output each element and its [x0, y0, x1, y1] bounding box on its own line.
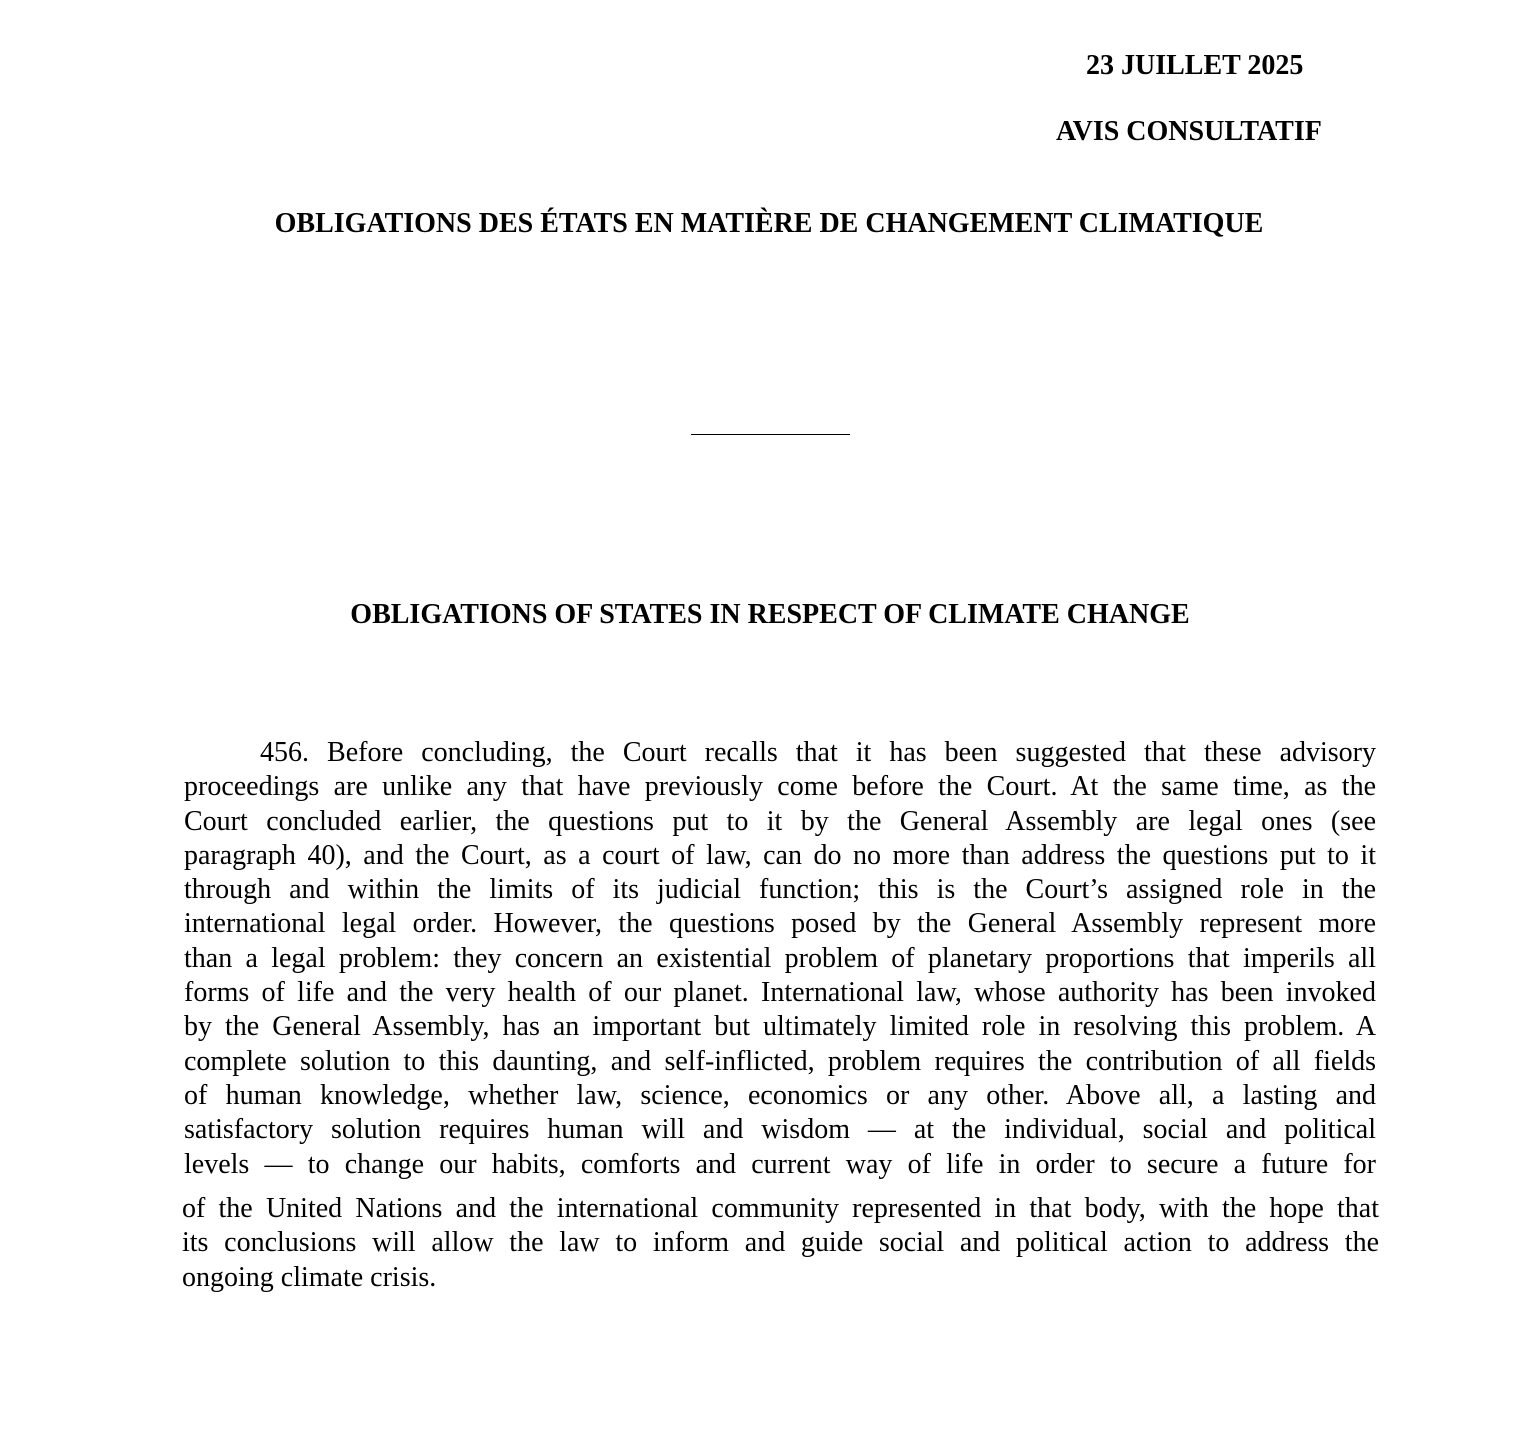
paragraph-continuation: [182, 1192, 1379, 1295]
document-date: 23 JUILLET 2025: [1086, 50, 1304, 81]
paragraph-line: through and within the limits of its judicial function; this is the Court’s assigned role in the: [184, 874, 1376, 906]
paragraph-line: by the General Assembly, has an important but ultimately limited role in resolving this problem. A: [184, 1011, 1376, 1043]
paragraph-line: complete solution to this daunting, and self-inflicted, problem requires the contribution of all fields: [184, 1045, 1376, 1077]
paragraph-line: satisfactory solution requires human will and wisdom — at the individual, social and political: [184, 1114, 1376, 1146]
title-french: OBLIGATIONS DES ÉTATS EN MATIÈRE DE CHANGEMENT CLIMATIQUE: [274, 208, 1264, 239]
paragraph-line: proceedings are unlike any that have previously come before the Court. At the same time, as the: [184, 771, 1376, 803]
title-english: OBLIGATIONS OF STATES IN RESPECT OF CLIMATE CHANGE: [350, 599, 1190, 630]
document-type: AVIS CONSULTATIF: [1056, 116, 1322, 147]
paragraph-line: Court concluded earlier, the questions put to it by the General Assembly are legal ones (see: [184, 805, 1376, 837]
paragraph-line: forms of life and the very health of our planet. International law, whose authority has been invoked: [184, 977, 1376, 1009]
paragraph-line: ongoing climate crisis.: [182, 1261, 437, 1293]
paragraph-line: of human knowledge, whether law, science, economics or any other. Above all, a lasting and: [184, 1079, 1376, 1111]
paragraph-456: [184, 736, 1376, 1182]
paragraph-line: than a legal problem: they concern an existential problem of planetary proportions that imperils all: [184, 942, 1376, 974]
paragraph-line: paragraph 40), and the Court, as a court of law, can do no more than address the questions put to it: [184, 839, 1376, 871]
paragraph-line: 456. Before concluding, the Court recalls that it has been suggested that these advisory: [260, 737, 1376, 768]
paragraph-line: international legal order. However, the questions posed by the General Assembly represent more: [184, 908, 1376, 940]
paragraph-line: its conclusions will allow the law to inform and guide social and political action to address the: [182, 1227, 1379, 1259]
paragraph-line: levels — to change our habits, comforts and current way of life in order to secure a future for: [184, 1148, 1376, 1180]
separator-rule: [691, 434, 850, 435]
paragraph-line: of the United Nations and the international community represented in that body, with the hope that: [182, 1193, 1379, 1224]
